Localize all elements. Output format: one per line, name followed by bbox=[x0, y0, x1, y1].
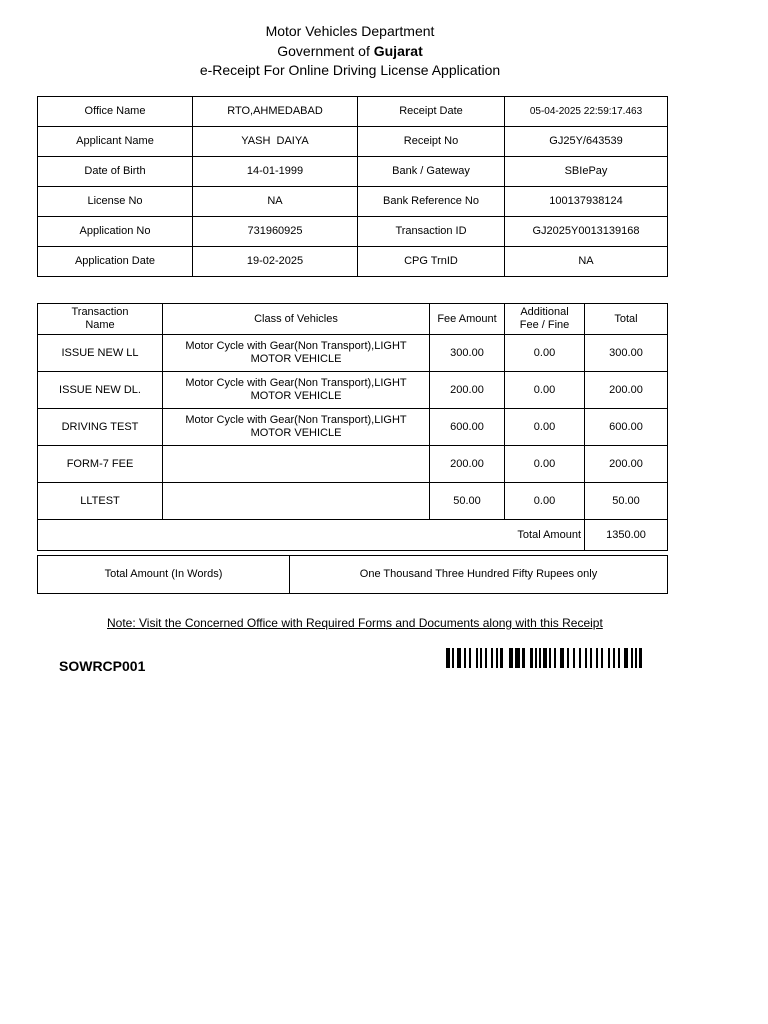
receipt-note: Note: Visit the Concerned Office with Required Forms and Documents along with this Receipt bbox=[107, 616, 603, 630]
amount-in-words-table bbox=[37, 555, 668, 594]
info-label: Date of Birth bbox=[38, 157, 193, 187]
barcode-icon bbox=[446, 648, 642, 668]
info-value: NA bbox=[505, 247, 668, 277]
info-row bbox=[38, 157, 668, 187]
table-row bbox=[38, 335, 668, 372]
total-amount-value: 1350.00 bbox=[585, 520, 668, 551]
fee-amount: 50.00 bbox=[430, 483, 505, 520]
info-label: Application Date bbox=[38, 247, 193, 277]
fee-amount: 300.00 bbox=[430, 335, 505, 372]
applicant-info-table bbox=[37, 96, 668, 277]
info-row bbox=[38, 127, 668, 157]
info-label: Bank / Gateway bbox=[358, 157, 505, 187]
state-name: Gujarat bbox=[373, 42, 423, 59]
fee-amount: 200.00 bbox=[430, 446, 505, 483]
info-value: SBIePay bbox=[505, 157, 668, 187]
department-title: Motor Vehicles Department bbox=[265, 23, 435, 39]
info-value: 05-04-2025 22:59:17.463 bbox=[505, 97, 668, 127]
info-label: Application No bbox=[38, 217, 193, 247]
transaction-name: LLTEST bbox=[38, 483, 163, 520]
total-row bbox=[38, 520, 668, 551]
info-value: 100137938124 bbox=[505, 187, 668, 217]
additional-fee: 0.00 bbox=[505, 483, 585, 520]
class-of-vehicles: Motor Cycle with Gear(Non Transport),LIGHT MOTOR VEHICLE bbox=[163, 409, 430, 446]
column-header: Total bbox=[585, 304, 668, 335]
row-total: 300.00 bbox=[585, 335, 668, 372]
info-value: NA bbox=[193, 187, 358, 217]
info-row bbox=[38, 217, 668, 247]
receipt-header bbox=[0, 22, 700, 81]
info-row bbox=[38, 97, 668, 127]
info-label: Applicant Name bbox=[38, 127, 193, 157]
info-label: CPG TrnID bbox=[358, 247, 505, 277]
additional-fee: 0.00 bbox=[505, 446, 585, 483]
column-header: Additional Fee / Fine bbox=[505, 304, 585, 335]
receipt-title: e-Receipt For Online Driving License Application bbox=[199, 62, 501, 78]
additional-fee: 0.00 bbox=[505, 372, 585, 409]
info-row bbox=[38, 187, 668, 217]
table-row bbox=[38, 372, 668, 409]
info-label: License No bbox=[38, 187, 193, 217]
government-prefix: Government of bbox=[277, 42, 374, 59]
class-of-vehicles bbox=[163, 483, 430, 520]
info-value: 14-01-1999 bbox=[193, 157, 358, 187]
column-header: Class of Vehicles bbox=[163, 304, 430, 335]
amount-in-words-row bbox=[38, 556, 668, 594]
fee-table bbox=[37, 303, 668, 551]
info-value: 731960925 bbox=[193, 217, 358, 247]
additional-fee: 0.00 bbox=[505, 335, 585, 372]
transaction-name: ISSUE NEW DL. bbox=[38, 372, 163, 409]
row-total: 200.00 bbox=[585, 446, 668, 483]
total-amount-label: Total Amount bbox=[38, 520, 585, 551]
info-label: Office Name bbox=[38, 97, 193, 127]
transaction-name: FORM-7 FEE bbox=[38, 446, 163, 483]
class-of-vehicles: Motor Cycle with Gear(Non Transport),LIGHT MOTOR VEHICLE bbox=[163, 335, 430, 372]
row-total: 200.00 bbox=[585, 372, 668, 409]
class-of-vehicles: Motor Cycle with Gear(Non Transport),LIGHT MOTOR VEHICLE bbox=[163, 372, 430, 409]
row-total: 50.00 bbox=[585, 483, 668, 520]
table-row bbox=[38, 446, 668, 483]
form-code: SOWRCP001 bbox=[59, 658, 146, 674]
column-header: Fee Amount bbox=[430, 304, 505, 335]
transaction-name: ISSUE NEW LL bbox=[38, 335, 163, 372]
government-line bbox=[0, 42, 700, 62]
additional-fee: 0.00 bbox=[505, 409, 585, 446]
info-label: Transaction ID bbox=[358, 217, 505, 247]
amount-in-words-label: Total Amount (In Words) bbox=[38, 556, 290, 594]
info-value: 19-02-2025 bbox=[193, 247, 358, 277]
info-row bbox=[38, 247, 668, 277]
table-row bbox=[38, 409, 668, 446]
info-value: GJ2025Y0013139168 bbox=[505, 217, 668, 247]
fee-table-header bbox=[38, 304, 668, 335]
fee-amount: 600.00 bbox=[430, 409, 505, 446]
table-row bbox=[38, 483, 668, 520]
class-of-vehicles bbox=[163, 446, 430, 483]
row-total: 600.00 bbox=[585, 409, 668, 446]
info-label: Bank Reference No bbox=[358, 187, 505, 217]
info-value: YASH DAIYA bbox=[193, 127, 358, 157]
transaction-name: DRIVING TEST bbox=[38, 409, 163, 446]
info-label: Receipt No bbox=[358, 127, 505, 157]
info-value: RTO,AHMEDABAD bbox=[193, 97, 358, 127]
info-label: Receipt Date bbox=[358, 97, 505, 127]
column-header: Transaction Name bbox=[38, 304, 163, 335]
fee-amount: 200.00 bbox=[430, 372, 505, 409]
amount-in-words-value: One Thousand Three Hundred Fifty Rupees only bbox=[290, 556, 668, 594]
info-value: GJ25Y/643539 bbox=[505, 127, 668, 157]
